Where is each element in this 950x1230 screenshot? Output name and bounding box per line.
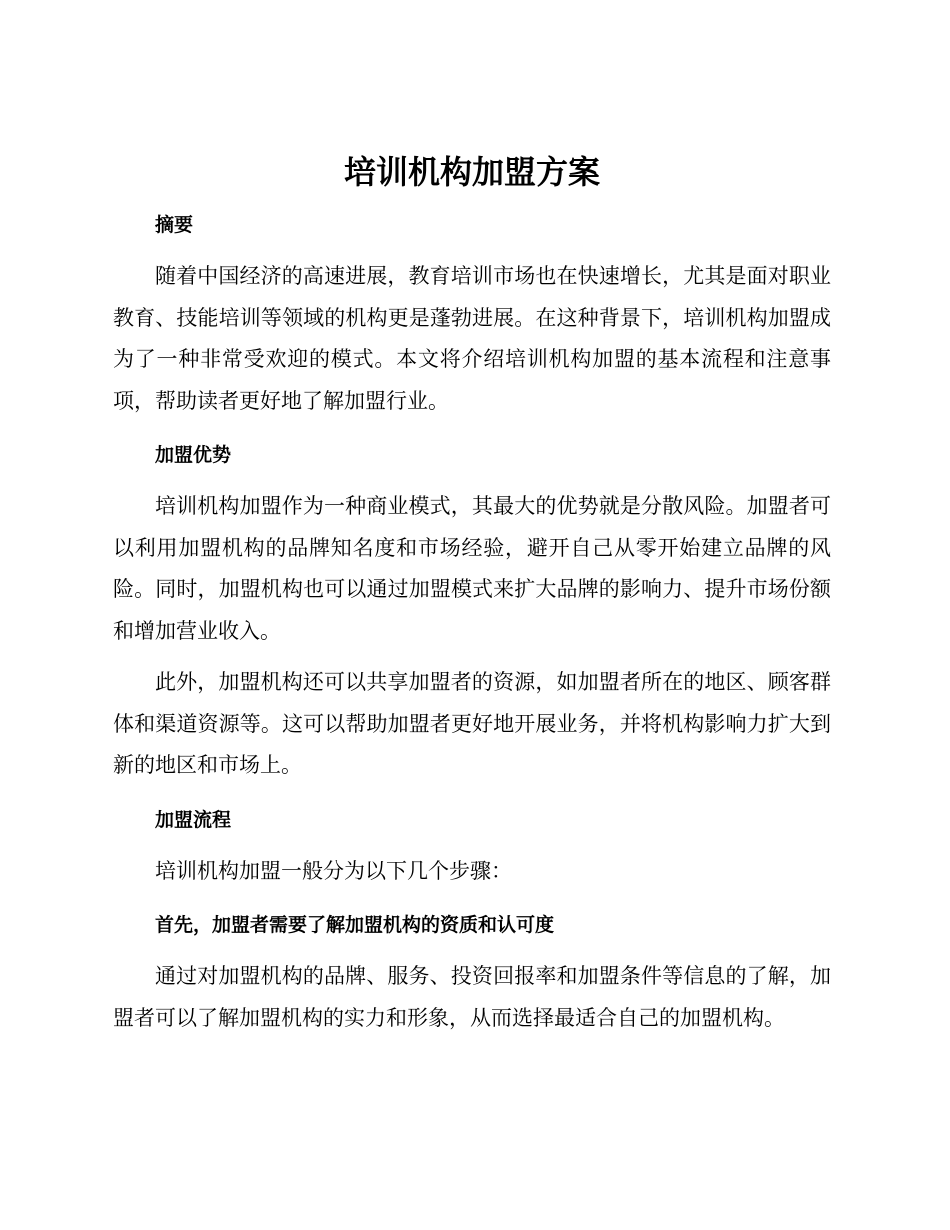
section-heading-advantages: 加盟优势 [155, 444, 232, 466]
advantages-paragraph-2: 此外，加盟机构还可以共享加盟者的资源，如加盟者所在的地区、顾客群体和渠道资源等。这可以帮助加盟者更好地开展业务，并将机构影响力扩大到新的地区和市场上。 [113, 670, 831, 777]
document-title: 培训机构加盟方案 [343, 153, 600, 191]
document-body [113, 148, 831, 1039]
advantages-paragraph-1: 培训机构加盟作为一种商业模式，其最大的优势就是分散风险。加盟者可以利用加盟机构的品牌知名度和市场经验，避开自己从零开始建立品牌的风险。同时，加盟机构也可以通过加盟模式来扩大品牌的影响力、提升市场份额和增加营业收入。 [113, 494, 831, 643]
process-intro-paragraph: 培训机构加盟一般分为以下几个步骤： [155, 858, 512, 883]
section-heading-process: 加盟流程 [155, 808, 232, 831]
process-step-1-heading: 首先，加盟者需要了解加盟机构的资质和认可度 [155, 914, 555, 936]
abstract-paragraph: 随着中国经济的高速进展，教育培训市场也在快速增长，尤其是面对职业教育、技能培训等领域的机构更是蓬勃进展。在这种背景下，培训机构加盟成为了一种非常受欢迎的模式。本文将介绍培训机构加盟的基本流程和注意事项，帮助读者更好地了解加盟行业。 [113, 264, 831, 413]
section-heading-abstract: 摘要 [155, 214, 194, 236]
process-step-1-paragraph: 通过对加盟机构的品牌、服务、投资回报率和加盟条件等信息的了解，加盟者可以了解加盟机构的实力和形象，从而选择最适合自己的加盟机构。 [113, 964, 831, 1030]
